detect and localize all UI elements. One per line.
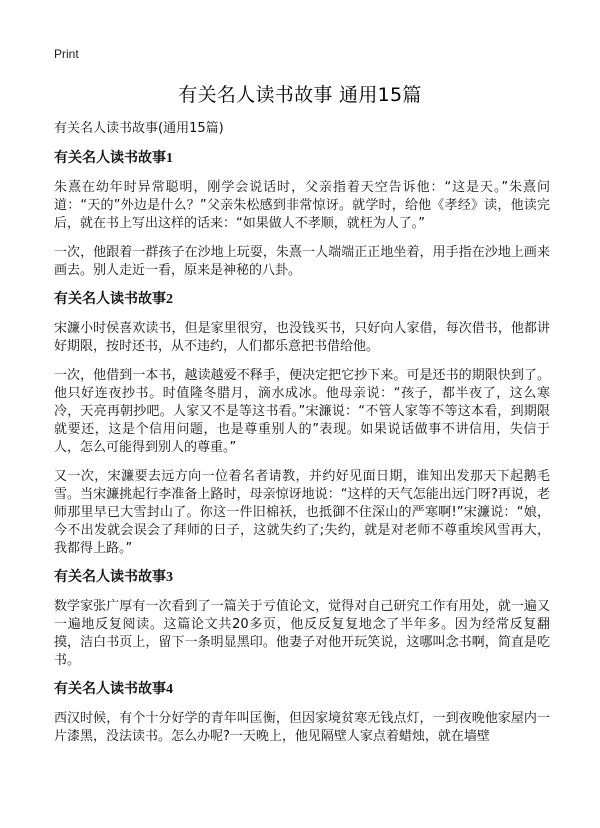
section-heading: 有关名人读书故事3 (54, 570, 173, 585)
paragraph: 宋濂小时侯喜欢读书，但是家里很穷，也没钱买书，只好向人家借，每次借书，他都讲好期限，按时还书，从不违约，人们都乐意把书借给他。 (54, 321, 550, 354)
section-4 (54, 681, 550, 746)
paragraph: 一次，他跟着一群孩子在沙地上玩耍，朱熹一人端端正正地坐着，用手指在沙地上画来画去。别人走近一看，原来是神秘的八卦。 (54, 245, 550, 278)
document-body (54, 120, 550, 757)
document-subtitle: 有关名人读书故事(通用15篇) (54, 121, 224, 136)
paragraph: 又一次，宋濂要去远方向一位着名者请教，并约好见面日期，谁知出发那天下起鹅毛雪。当宋濂挑起行李准备上路时，母亲惊讶地说：“这样的天气怎能出远门呀?再说，老师那里早已大雪封山了。你这一件旧棉袄，也抵御不住深山的严寒啊!”宋濂说：“娘，今不出发就会误会了拜师的日子，这就失约了;失约，就是对老师不尊重埃风雪再大，我都得上路。” (54, 469, 550, 556)
document-title: 有关名人读书故事 通用15篇 (178, 84, 422, 106)
section-3 (54, 569, 550, 670)
section-2 (54, 291, 550, 558)
print-label: Print (54, 47, 79, 61)
paragraph: 一次，他借到一本书，越读越爱不释手，便决定把它抄下来。可是还书的期限快到了。他只好连夜抄书。时值隆冬腊月，滴水成冰。他母亲说：“孩子，都半夜了，这么寒冷，天亮再朝抄吧。人家又不是等这书看。”宋濂说：“不管人家等不等这本看，到期限就要还，这是个信用问题，也是尊重别人的”表现。如果说话做事不讲信用，失信于人，怎么可能得到别人的尊重。” (54, 368, 550, 455)
section-heading: 有关名人读书故事2 (54, 292, 173, 307)
paragraph: 西汉时候，有个十分好学的青年叫匡衡，但因家境贫寒无钱点灯，一到夜晚他家屋内一片漆黑，没法读书。怎么办呢?一天晚上，他见隔壁人家点着蜡烛，就在墙壁 (54, 711, 550, 744)
section-heading: 有关名人读书故事4 (54, 682, 173, 697)
section-1 (54, 150, 550, 280)
paragraph: 数学家张广厚有一次看到了一篇关于亏值论文，觉得对自己研究工作有用处，就一遍又一遍地反复阅读。这篇论文共20多页，他反反复复地念了半年多。因为经常反复翻摸，洁白书页上，留下一条明显黑印。他妻子对他开玩笑说，这哪叫念书啊，简直是吃书。 (54, 599, 550, 668)
section-heading: 有关名人读书故事1 (54, 151, 173, 166)
paragraph: 朱熹在幼年时异常聪明，刚学会说话时，父亲指着天空告诉他：“这是天。”朱熹问道：“天的”外边是什么？”父亲朱松感到非常惊讶。就学时，给他《孝经》读，他读完后，就在书上写出这样的话来：“如果做人不孝顺，就枉为人了。” (54, 180, 550, 231)
